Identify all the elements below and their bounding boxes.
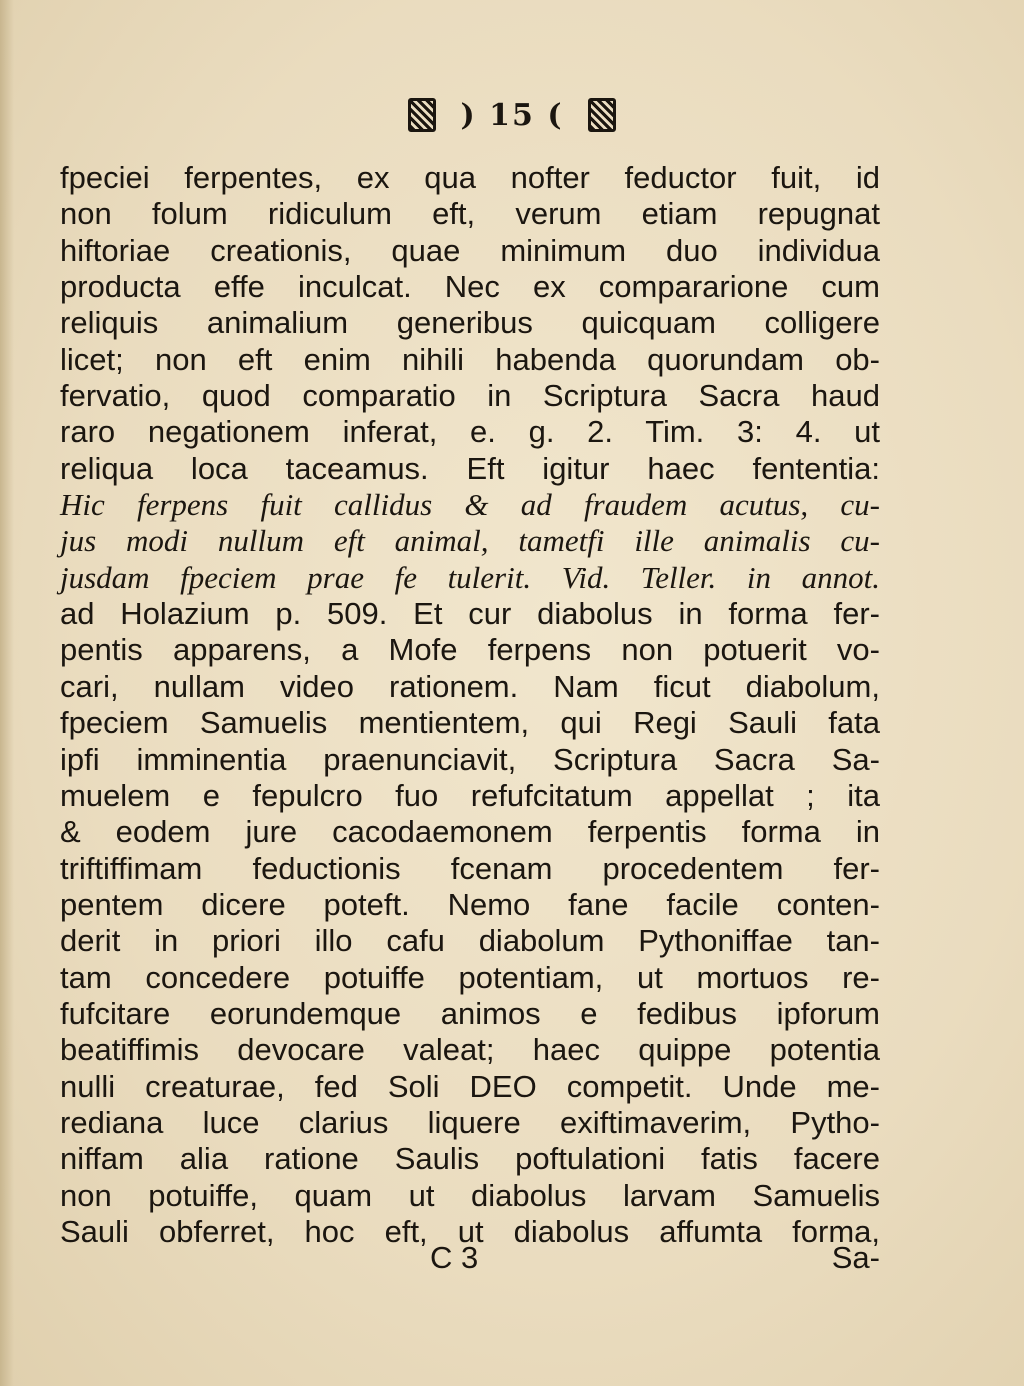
text-line: triftiffimam feductionis fcenam procedentem fer- (60, 850, 880, 886)
page-number: ) 15 ( (460, 97, 564, 133)
text-line: producta effe inculcat. Nec ex compararione cum (60, 269, 880, 305)
text-line: fpeciem Samuelis mentientem, qui Regi Sauli fata (60, 705, 880, 741)
catchword: Sa- (831, 1240, 880, 1275)
text-line: nulli creaturae, fed Soli DEO competit. Unde me- (60, 1068, 880, 1104)
text-line: jusdam fpeciem prae fe tulerit. Vid. Teller. in annot. (60, 559, 880, 595)
text-line: non folum ridiculum eft, verum etiam repugnat (60, 196, 880, 232)
text-line: derit in priori illo cafu diabolum Pythoniffae tan- (60, 923, 880, 959)
text-line: beatiffimis devocare valeat; haec quippe potentia (60, 1032, 880, 1068)
text-line: niffam alia ratione Saulis poftulationi fatis facere (60, 1141, 880, 1177)
page-gutter-shadow (0, 0, 14, 1386)
text-line: jus modi nullum eft animal, tametfi ille animalis cu- (60, 523, 880, 559)
text-line: ipfi imminentia praenunciavit, Scriptura Sacra Sa- (60, 741, 880, 777)
page-footer (60, 1240, 880, 1280)
text-line: tam concedere potuiffe potentiam, ut mortuos re- (60, 959, 880, 995)
text-line: muelem e fepulcro fuo refufcitatum appellat ; ita (60, 777, 880, 813)
text-line: ad Holazium p. 509. Et cur diabolus in forma fer- (60, 596, 880, 632)
text-line: reliquis animalium generibus quicquam colligere (60, 305, 880, 341)
text-line: rediana luce clarius liquere exiftimaverim, Pytho- (60, 1104, 880, 1140)
text-line: pentis apparens, a Mofe ferpens non potuerit vo- (60, 632, 880, 668)
ornament-right-icon (588, 98, 616, 132)
text-line: non potuiffe, quam ut diabolus larvam Samuelis (60, 1177, 880, 1213)
text-line: hiftoriae creationis, quae minimum duo individua (60, 232, 880, 268)
text-line: pentem dicere poteft. Nemo fane facile conten- (60, 886, 880, 922)
text-line: Hic ferpens fuit callidus & ad fraudem acutus, cu- (60, 487, 880, 523)
text-line: Sauli obferret, hoc eft, ut diabolus affumta forma, (60, 1213, 880, 1249)
text-line: fervatio, quod comparatio in Scriptura Sacra haud (60, 378, 880, 414)
running-head (0, 96, 1024, 133)
text-line: raro negationem inferat, e. g. 2. Tim. 3: 4. ut (60, 414, 880, 450)
body-text (60, 160, 880, 1250)
signature-mark: C 3 (430, 1240, 479, 1275)
ornament-left-icon (408, 98, 436, 132)
text-line: & eodem jure cacodaemonem ferpentis forma in (60, 814, 880, 850)
text-line: fpeciei ferpentes, ex qua nofter feductor fuit, id (60, 160, 880, 195)
text-line: fufcitare eorundemque animos e fedibus ipforum (60, 995, 880, 1031)
text-line: cari, nullam video rationem. Nam ficut diabolum, (60, 668, 880, 704)
text-line: licet; non eft enim nihili habenda quorundam ob- (60, 341, 880, 377)
text-line: reliqua loca taceamus. Eft igitur haec fententia: (60, 450, 880, 486)
